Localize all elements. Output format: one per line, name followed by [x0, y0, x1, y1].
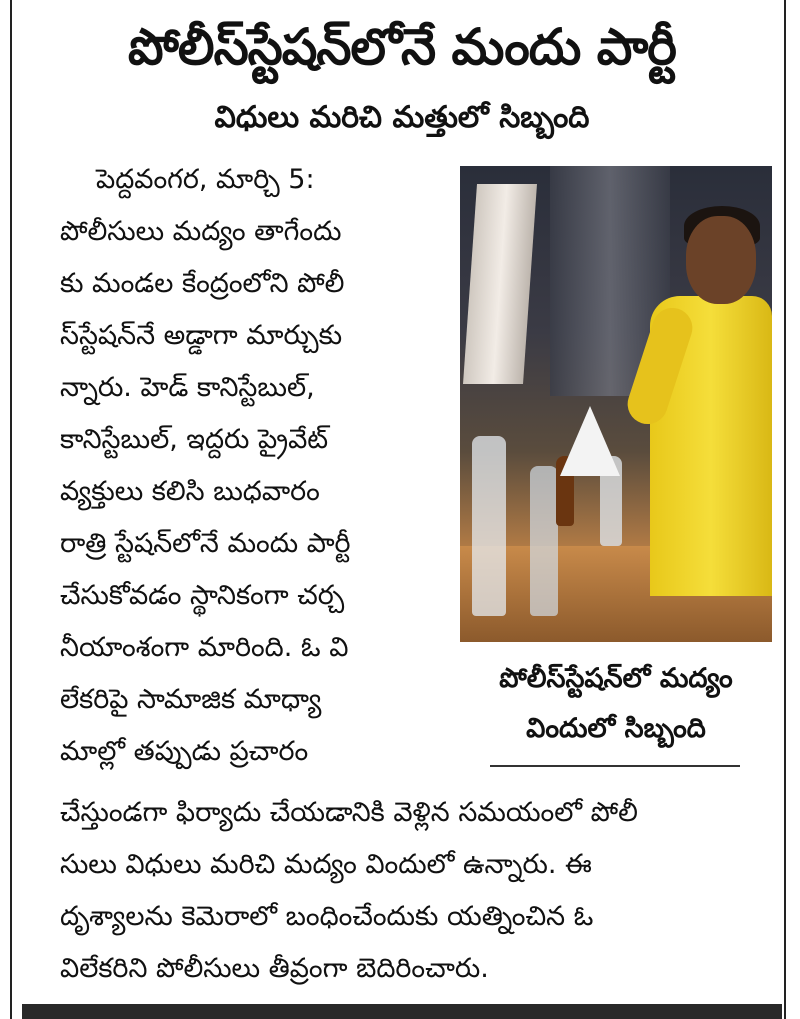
- body-line: కు మండల కేంద్రంలోని పోలీ: [60, 268, 345, 299]
- body-line: కానిస్టేబుల్, ఇద్దరు ప్రైవేట్: [60, 424, 329, 455]
- photo-caption-line-1: పోలీస్‌స్టేషన్‌లో మద్యం: [499, 663, 733, 694]
- body-line: మాల్లో తప్పుడు ప్రచారం: [60, 736, 309, 767]
- right-column-rule: [784, 0, 786, 1019]
- left-column-rule: [10, 0, 12, 1019]
- body-line: రాత్రి స్టేషన్‌లోనే మందు పార్టీ: [60, 528, 351, 559]
- headline: పోలీస్‌స్టేషన్‌లోనే మందు పార్టీ: [128, 18, 676, 76]
- body-line: నీయాంశంగా మారింది. ఓ వి: [60, 632, 349, 663]
- caption-underline: [490, 765, 740, 767]
- body-line: వ్యక్తులు కలిసి బుధవారం: [60, 476, 320, 507]
- body-line: సులు విధులు మరిచి మద్యం విందులో ఉన్నారు. ఈ: [60, 849, 592, 880]
- body-line: పోలీసులు మద్యం తాగేందు: [60, 216, 342, 247]
- photo-caption-line-2: విందులో సిబ్బంది: [526, 713, 706, 744]
- body-line: విలేకరిని పోలీసులు తీవ్రంగా బెదిరించారు.: [60, 953, 489, 984]
- subheadline: విధులు మరిచి మత్తులో సిబ్బంది: [214, 100, 590, 135]
- next-article-headline-cut: [22, 1004, 782, 1019]
- body-line: లేకరిపై సామాజిక మాధ్యా: [60, 684, 322, 715]
- body-line: దృశ్యాలను కెమెరాలో బంధించేందుకు యత్నించిన ఓ: [60, 901, 594, 932]
- news-photo: [460, 166, 772, 642]
- body-line: పెద్దవంగర, మార్చి 5:: [96, 164, 315, 195]
- body-line: స్‌స్టేషన్‌నే అడ్డాగా మార్చుకు: [60, 320, 343, 351]
- body-line: న్నారు. హెడ్ కానిస్టేబుల్,: [60, 372, 315, 403]
- body-line: చేస్తుండగా ఫిర్యాదు చేయడానికి వెళ్లిన సమయంలో పోలీ: [60, 797, 638, 828]
- body-line: చేసుకోవడం స్థానికంగా చర్చ: [60, 580, 345, 611]
